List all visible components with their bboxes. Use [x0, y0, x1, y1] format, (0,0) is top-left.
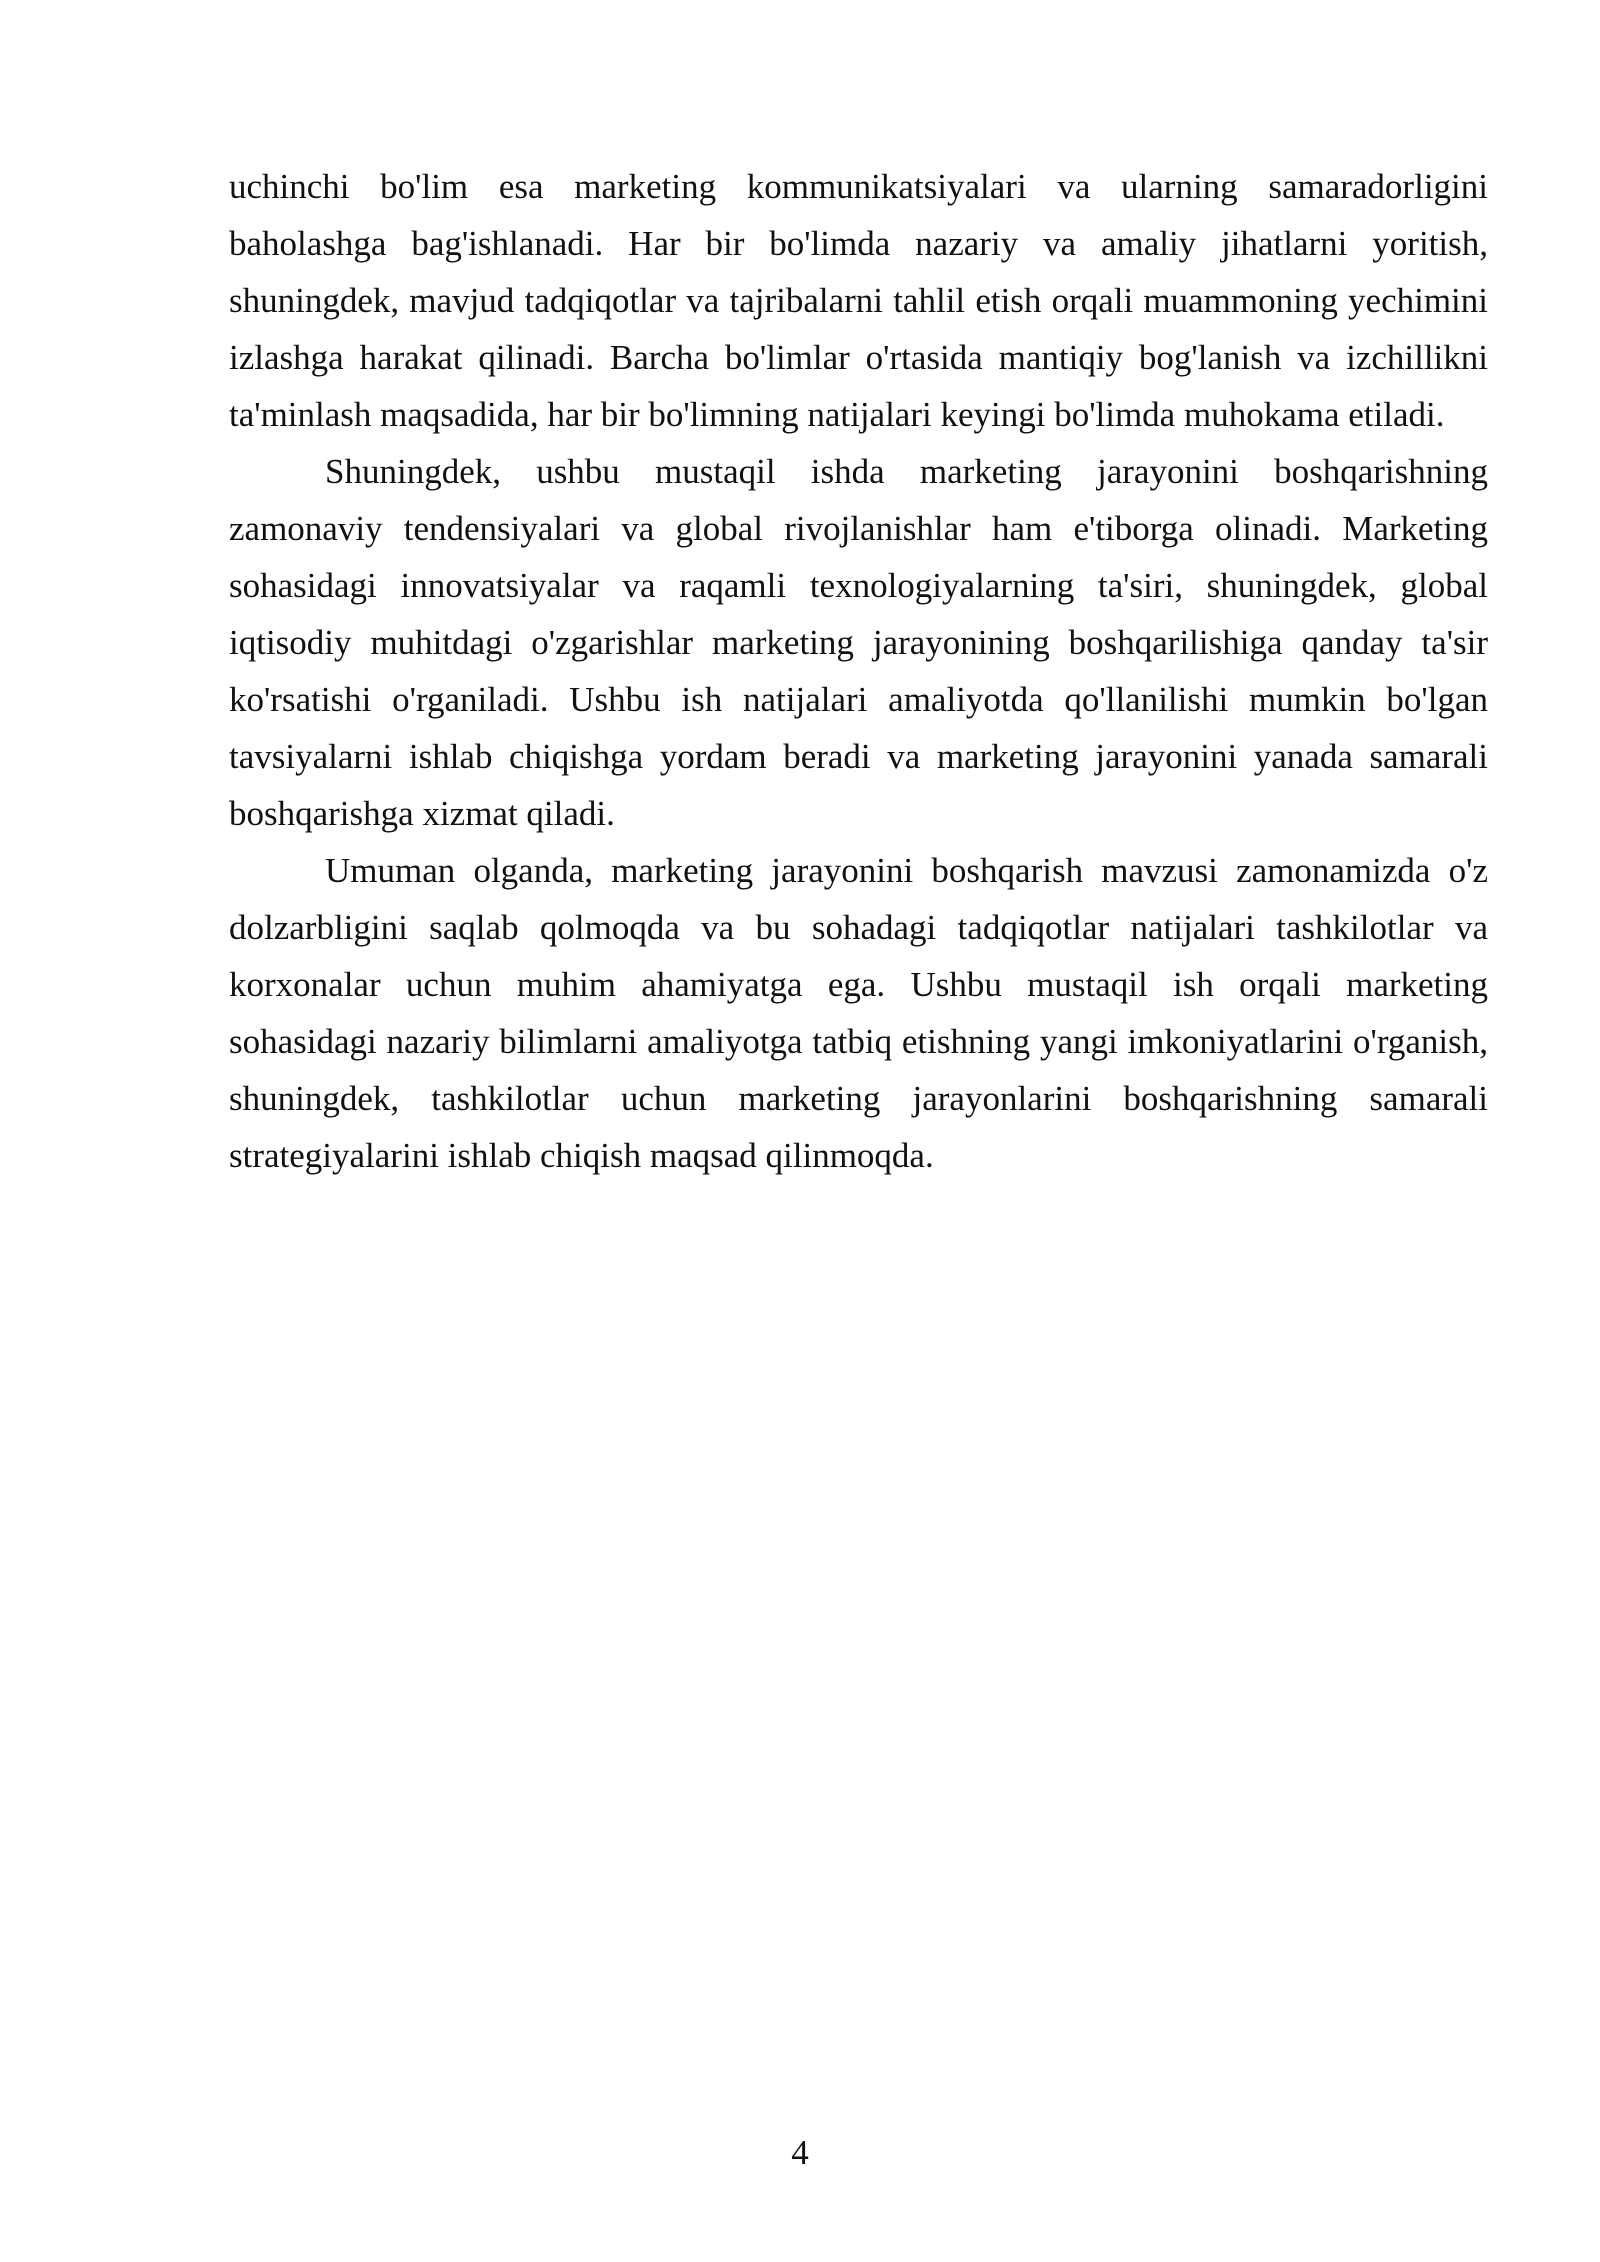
body-text [229, 158, 1488, 1184]
paragraph-3: Umuman olganda, marketing jarayonini boshqarish mavzusi zamonamizda o'z dolzarbligini saqlab qolmoqda va bu sohadagi tadqiqotlar natijalari tashkilotlar va korxonalar uchun muhim ahamiyatga ega. Ushbu mustaqil ish orqali marketing sohasidagi nazariy bilimlarni amaliyotga tatbiq etishning yangi imkoniyatlarini o'rganish, shuningdek, tashkilotlar uchun marketing jarayonlarini boshqarishning samarali strategiyalarini ishlab chiqish maqsad qilinmoqda. [229, 851, 1488, 1175]
page-number: 4 [791, 2133, 809, 2172]
paragraph-2: Shuningdek, ushbu mustaqil ishda marketing jarayonini boshqarishning zamonaviy tendensiyalari va global rivojlanishlar ham e'tiborga olinadi. Marketing sohasidagi innovatsiyalar va raqamli texnologiyalarning ta'siri, shuningdek, global iqtisodiy muhitdagi o'zgarishlar marketing jarayonining boshqarilishiga qanday ta'sir ko'rsatishi o'rganiladi. Ushbu ish natijalari amaliyotda qo'llanilishi mumkin bo'lgan tavsiyalarni ishlab chiqishga yordam beradi va marketing jarayonini yanada samarali boshqarishga xizmat qiladi. [229, 452, 1488, 833]
paragraph-1: uchinchi bo'lim esa marketing kommunikatsiyalari va ularning samaradorligini baholashga bag'ishlanadi. Har bir bo'limda nazariy va amaliy jihatlarni yoritish, shuningdek, mavjud tadqiqotlar va tajribalarni tahlil etish orqali muammoning yechimini izlashga harakat qilinadi. Barcha bo'limlar o'rtasida mantiqiy bog'lanish va izchillikni ta'minlash maqsadida, har bir bo'limning natijalari keyingi bo'limda muhokama etiladi. [229, 167, 1488, 434]
